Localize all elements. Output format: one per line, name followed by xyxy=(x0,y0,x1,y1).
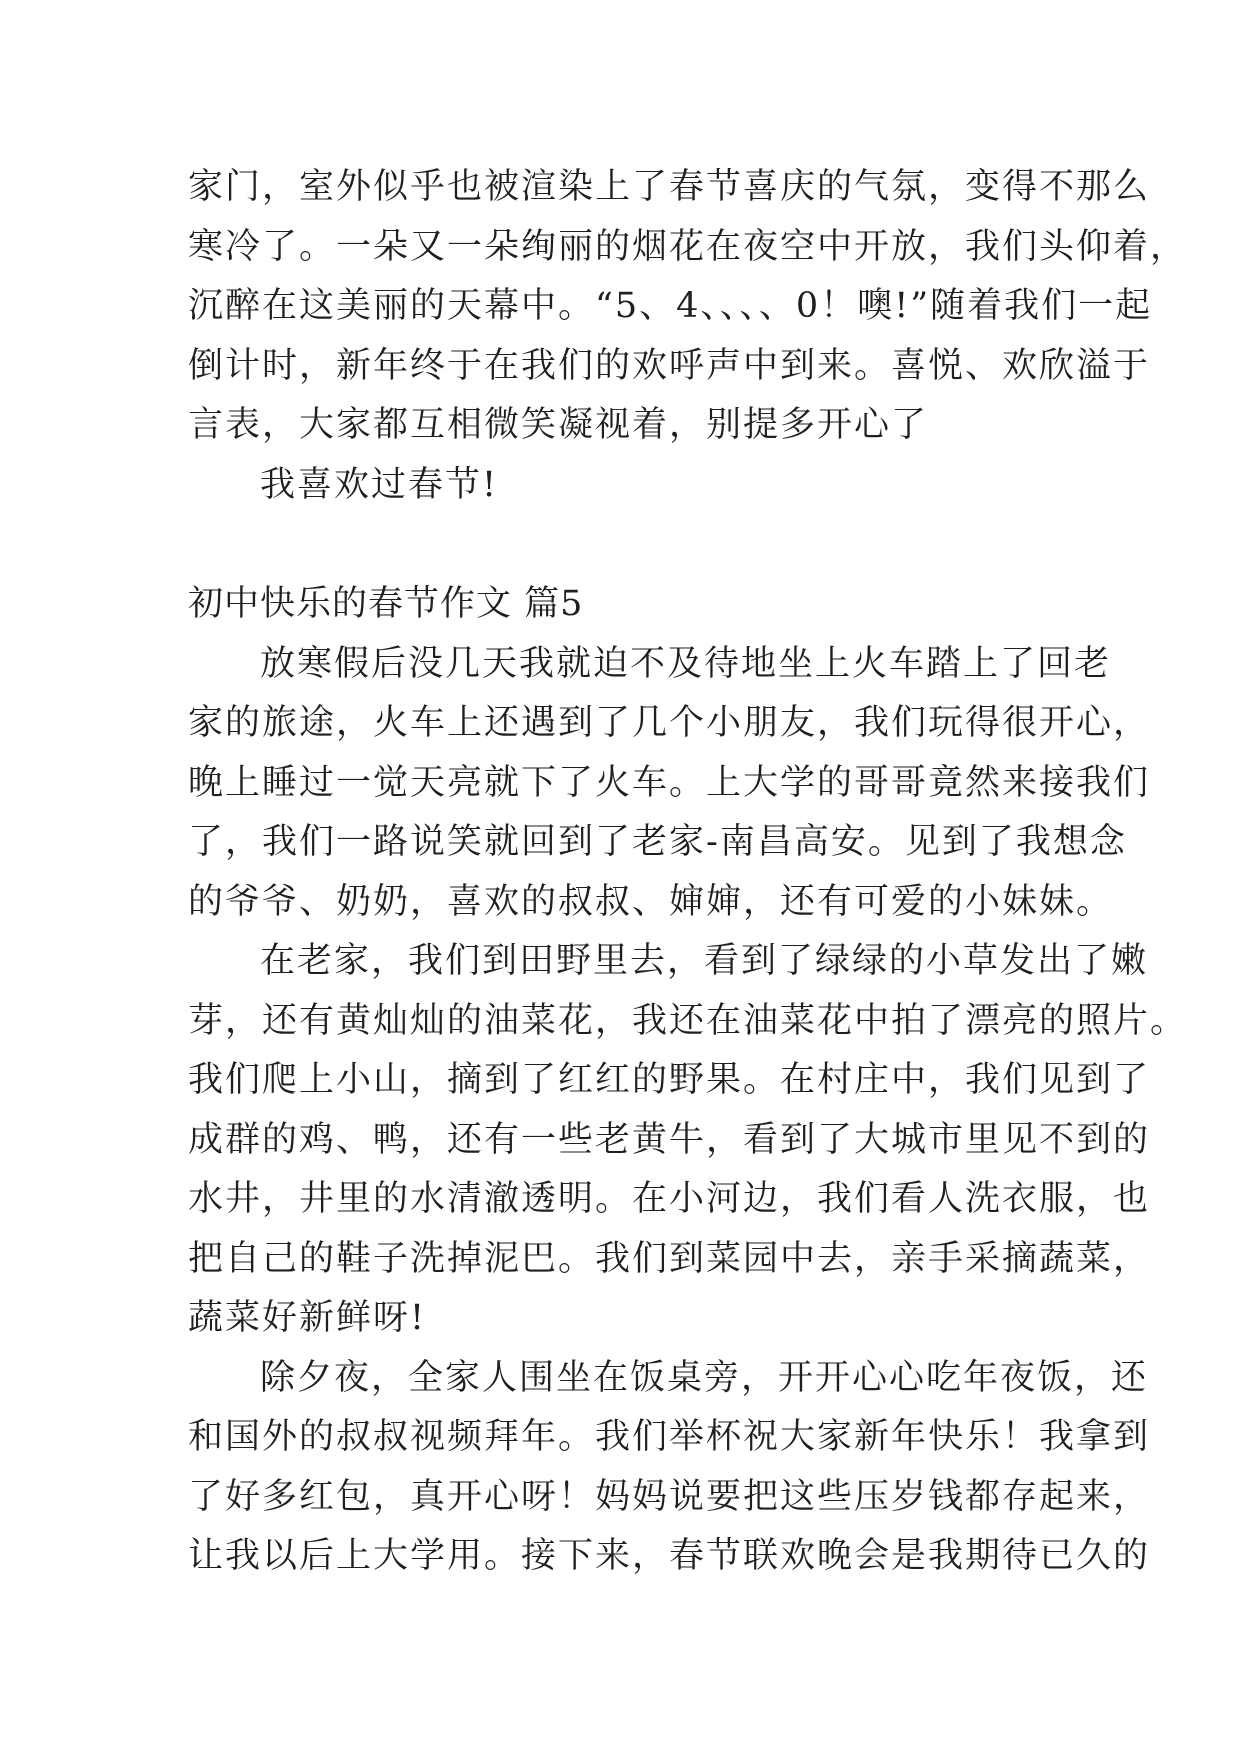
paragraph-line: 倒计时，新年终于在我们的欢呼声中到来。喜悦、欢欣溢于 xyxy=(188,345,1151,386)
paragraph-line: 的爷爷、奶奶，喜欢的叔叔、婶婶，还有可爱的小妹妹。 xyxy=(188,881,1114,922)
paragraph-line: 芽，还有黄灿灿的油菜花，我还在油菜花中拍了漂亮的照片。 xyxy=(188,1000,1188,1041)
paragraph-line: 沉醉在这美丽的天幕中。“5、4、、、、0！噢!”随着我们一起 xyxy=(188,286,1153,326)
paragraph-line: 家的旅途，火车上还遇到了几个小朋友，我们玩得很开心， xyxy=(188,703,1151,743)
paragraph-line: 寒冷了。一朵又一朵绚丽的烟花在夜空中开放，我们头仰着， xyxy=(188,226,1188,267)
paragraph-line: 家门，室外似乎也被渲染上了春节喜庆的气氛，变得不那么 xyxy=(188,167,1151,207)
paragraph-line: 除夕夜，全家人围坐在饭桌旁，开开心心吃年夜饭，还 xyxy=(260,1357,1149,1398)
section-heading: 初中快乐的春节作文 篇5 xyxy=(188,584,584,624)
paragraph-line: 和国外的叔叔视频拜年。我们举杯祝大家新年快乐！我拿到 xyxy=(188,1417,1151,1457)
paragraph-line: 成群的鸡、鸭，还有一些老黄牛，看到了大城市里见不到的 xyxy=(188,1119,1151,1160)
paragraph-line: 了，我们一路说笑就回到了老家-南昌高安。见到了我想念 xyxy=(188,822,1127,862)
paragraph-line: 蔬菜好新鲜呀! xyxy=(188,1298,427,1338)
document-page xyxy=(188,158,1188,1587)
paragraph-line: 言表，大家都互相微笑凝视着，别提多开心了 xyxy=(188,405,929,445)
paragraph-line: 了好多红包，真开心呀！妈妈说要把这些压岁钱都存起来， xyxy=(188,1476,1151,1517)
paragraph-line: 在老家，我们到田野里去，看到了绿绿的小草发出了嫩 xyxy=(260,941,1149,981)
paragraph-line: 放寒假后没几天我就迫不及待地坐上火车踏上了回老 xyxy=(260,643,1112,684)
paragraph-line: 晚上睡过一觉天亮就下了火车。上大学的哥哥竟然来接我们 xyxy=(188,762,1151,803)
paragraph-line: 水井，井里的水清澈透明。在小河边，我们看人洗衣服，也 xyxy=(188,1179,1151,1219)
paragraph-line: 让我以后上大学用。接下来，春节联欢晚会是我期待已久的 xyxy=(188,1536,1151,1576)
section-spacer xyxy=(188,515,1068,575)
paragraph-line: 我们爬上小山，摘到了红红的野果。在村庄中，我们见到了 xyxy=(188,1060,1151,1100)
paragraph-line: 把自己的鞋子洗掉泥巴。我们到菜园中去，亲手采摘蔬菜， xyxy=(188,1238,1151,1279)
paragraph-line: 我喜欢过春节! xyxy=(260,464,499,505)
